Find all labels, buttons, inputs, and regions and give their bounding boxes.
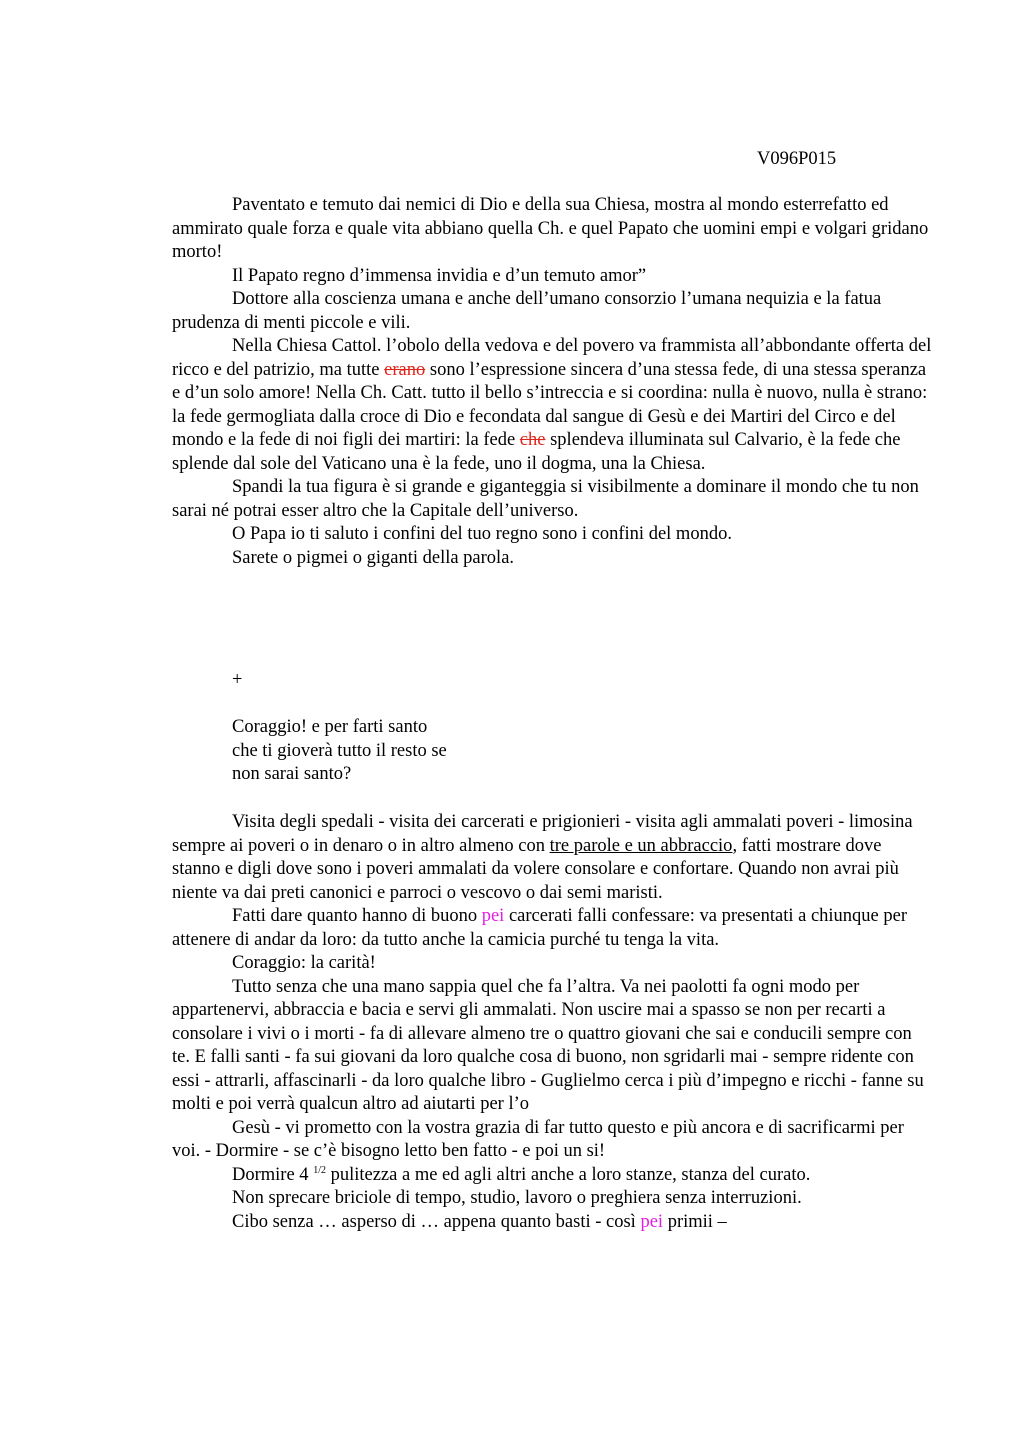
paragraph: Spandi la tua figura è si grande e giganteggia si visibilmente a dominare il mondo che tu non sarai né potrai esser altro che la Capitale dell’universo.: [172, 477, 919, 521]
paragraph: [172, 1164, 932, 1188]
paragraph: Paventato e temuto dai nemici di Dio e della sua Chiesa, mostra al mondo esterrefatto ed ammirato quale forza e quale vita abbiano quella Ch. e quel Papato che uomini empi e volgari gridano morto!: [172, 195, 929, 262]
paragraph: Tutto senza che una mano sappia quel che fa l’altra. Va nei paolotti fa ogni modo per appartenervi, abbraccia e bacia e servi gli ammalati. Non uscire mai a spasso se non per recarti a consolare i vivi o i morti - fa di allevare almeno tre o quattro giovani che sai e conducili sempre con te. E falli santi - fa sui giovani da loro qualche cosa di buono, non sgridarli mai - sempre ridente con essi - attrarli, affascinarli - da loro qualche libro - Guglielmo cerca i più d’impegno e ricchi - fanne su molti e poi verrà qualcun altro ad aiutarti per l’o: [172, 976, 924, 1114]
paragraph: Dottore alla coscienza umana e anche dell’umano consorzio l’umana nequizia e la fatua prudenza di menti piccole e vili.: [172, 289, 882, 333]
text-run: , fatti mostrare dove stanno e digli dove sono i poveri ammalati da volere consolare e confortare. Quando non avrai più niente va dai preti canonici e parroci o vescovo o dai semi maristi.: [172, 835, 899, 903]
text-run: primii –: [663, 1211, 727, 1232]
paragraph: [172, 335, 932, 476]
underlined-phrase: tre parole e un abbraccio: [549, 835, 733, 856]
text-run: sono l’espressione sincera d’una stessa fede, di una stessa speranza e d’un solo amore! Nella Ch. Catt. tutto il bello s’intreccia e si coordina: nulla è nuovo, nulla è strano: la fede germogliata dalla croce di Dio e fecondata dal sangue di Gesù e dei Martiri del Circo e del mondo e la fede di noi figli dei martiri: la fede: [172, 359, 928, 450]
text-run: carcerati falli confessare: va presentati a chiunque per attenere di andar da loro: da tutto anche la camicia purché tu tenga la vita.: [172, 906, 908, 950]
paragraph: Gesù - vi prometto con la vostra grazia di far tutto questo e più ancora e di sacrificarmi per voi. - Dormire - se c’è bisogno letto ben fatto - e poi un si!: [172, 1117, 904, 1161]
paragraph: [172, 811, 932, 905]
cross-mark: +: [232, 670, 243, 690]
text-run: Nella Chiesa Cattol. l’obolo della vedova e del povero va frammista all’abbondante offerta del ricco e del patrizio, ma tutte: [172, 336, 932, 380]
fraction-superscript: 1/2: [313, 1164, 326, 1176]
poem-line: che ti gioverà tutto il resto se: [232, 740, 447, 761]
text-run: Dormire 4: [232, 1164, 314, 1185]
paragraph: [172, 1211, 932, 1235]
section-carita: [172, 811, 932, 1234]
deleted-word: erano: [384, 359, 426, 380]
paragraph: [172, 905, 932, 952]
poem: [172, 716, 932, 787]
paragraph: Il Papato regno d’immensa invidia e d’un temuto amor”: [232, 265, 647, 286]
paragraph: O Papa io ti saluto i confini del tuo regno sono i confini del mondo.: [232, 524, 732, 544]
text-run: Cibo senza … asperso di … appena quanto basti - così: [232, 1211, 641, 1232]
highlighted-word: pei: [640, 1211, 664, 1232]
paragraph: Sarete o pigmei o giganti della parola.: [232, 547, 515, 568]
deleted-word: che: [519, 430, 546, 450]
poem-line: non sarai santo?: [232, 764, 352, 784]
text-run: Visita degli spedali - visita dei carcerati e prigionieri - visita agli ammalati poveri - limosina sempre ai poveri o in denaro o in altro almeno con: [172, 812, 913, 856]
paragraph: Coraggio: la carità!: [232, 953, 376, 973]
text-run: pulitezza a me ed agli altri anche a loro stanze, stanza del curato.: [325, 1164, 811, 1185]
highlighted-word: pei: [481, 906, 505, 926]
section-papato: [172, 194, 932, 570]
page-reference: V096P015: [757, 149, 837, 169]
paragraph: Non sprecare briciole di tempo, studio, lavoro o preghiera senza interruzioni.: [232, 1188, 802, 1208]
text-run: splendeva illuminata sul Calvario, è la fede che splende dal sole del Vaticano una è la fede, uno il dogma, una la Chiesa.: [172, 430, 901, 474]
text-run: Fatti dare quanto hanno di buono: [232, 906, 482, 926]
poem-line: Coraggio! e per farti santo: [232, 717, 428, 737]
cross-mark-block: [172, 669, 932, 693]
